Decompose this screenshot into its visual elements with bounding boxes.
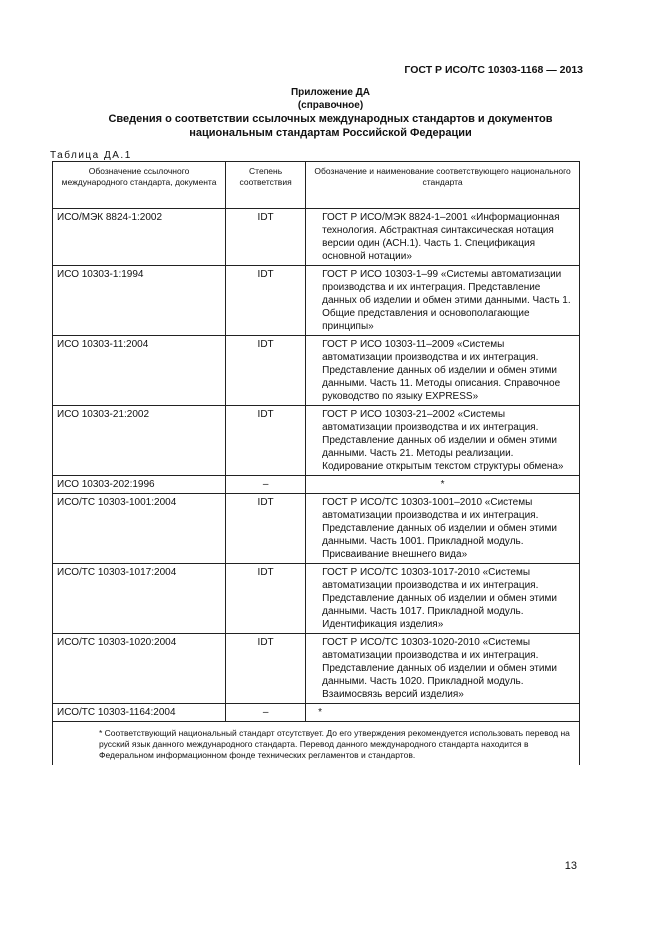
cell-national [306,336,580,406]
national-text: ГОСТ Р ИСО/МЭК 8824-1–2001 «Информационная технология. Абстрактная синтаксическая нотация версии один (АСН.1). Часть 1. Спецификация основной нотации» [322,212,560,262]
annex-title: Приложение ДА [290,87,371,98]
table-row [53,406,580,476]
cell-degree: IDT [226,564,306,634]
table-row [53,476,580,494]
cell-reference: ИСО/ТС 10303-1001:2004 [53,494,226,564]
national-text: ГОСТ Р ИСО 10303-21–2002 «Системы автоматизации производства и их интеграция. Представление данных об изделии и обмен этими данными. Часть 21. Методы реализации. Кодирование открытым текстом структуры обмена» [322,409,564,472]
cell-degree: IDT [226,266,306,336]
national-text: ГОСТ Р ИСО/ТС 10303-1020-2010 «Системы автоматизации производства и их интеграция. Представление данных об изделии и обмен этими данными. Часть 1020. Прикладной модуль. Взаимосвязь версий изделия» [322,637,557,700]
cell-degree: IDT [226,494,306,564]
cell-national [306,266,580,336]
table-row [53,634,580,704]
table-row [53,564,580,634]
table-row [53,266,580,336]
col-header-national: Обозначение и наименование соответствующего национального стандарта [306,162,580,209]
cell-national [306,564,580,634]
table-footnote [53,722,580,766]
cell-national [306,494,580,564]
national-text: ГОСТ Р ИСО 10303-1–99 «Системы автоматизации производства и их интеграция. Представление данных об изделии и обмен этими данными. Часть 1. Общие представления и основополагающие принципы» [322,269,571,332]
table-header-row [53,162,580,209]
cell-reference: ИСО 10303-202:1996 [53,476,226,494]
annex-heading [0,86,661,140]
correspondence-table [52,161,580,765]
cell-reference: ИСО 10303-11:2004 [53,336,226,406]
cell-degree: IDT [226,406,306,476]
annex-heading-line2: национальным стандартам Российской Федерации [189,127,472,139]
cell-national: * [306,476,580,494]
cell-national: * [306,704,580,722]
national-text: ГОСТ Р ИСО/ТС 10303-1017-2010 «Системы автоматизации производства и их интеграция. Представление данных об изделии и обмен этими данными. Часть 1017. Прикладной модуль. Идентификация изделия» [322,567,557,630]
table-footnote-row [53,722,580,766]
col-header-reference: Обозначение ссылочного международного стандарта, документа [53,162,226,209]
annex-heading-line1: Сведения о соответствии ссылочных международных стандартов и документов [108,113,553,125]
cell-national [306,406,580,476]
cell-reference: ИСО/ТС 10303-1017:2004 [53,564,226,634]
cell-reference: ИСО/ТС 10303-1164:2004 [53,704,226,722]
page-number: 13 [564,860,577,872]
cell-degree: IDT [226,209,306,266]
footnote-text: * Соответствующий национальный стандарт отсутствует. До его утверждения рекомендуется использовать перевод на русский язык данного международного стандарта. Перевод данного международного стандарта находится в Федеральном информационном фонде технических регламентов и стандартов. [99,728,570,760]
cell-reference: ИСО 10303-1:1994 [53,266,226,336]
cell-degree: IDT [226,336,306,406]
national-text: ГОСТ Р ИСО 10303-11–2009 «Системы автоматизации производства и их интеграция. Представление данных об изделии и обмен этими данными. Часть 11. Методы описания. Справочное руководство по языку EXPRESS» [322,339,561,402]
cell-reference: ИСО 10303-21:2002 [53,406,226,476]
table-row [53,704,580,722]
table-row [53,209,580,266]
cell-degree: IDT [226,634,306,704]
cell-degree: – [226,704,306,722]
annex-subtitle: (справочное) [297,100,364,111]
cell-national [306,209,580,266]
standard-code-header: ГОСТ Р ИСО/ТС 10303-1168 — 2013 [404,64,583,76]
national-text: ГОСТ Р ИСО/ТС 10303-1001–2010 «Системы автоматизации производства и их интеграция. Представление данных об изделии и обмен этими данными. Часть 1001. Прикладной модуль. Присваивание внешнего вида» [322,497,557,560]
cell-degree: – [226,476,306,494]
col-header-degree: Степень соответствия [226,162,306,209]
cell-reference: ИСО/МЭК 8824-1:2002 [53,209,226,266]
table-row [53,494,580,564]
cell-reference: ИСО/ТС 10303-1020:2004 [53,634,226,704]
cell-national [306,634,580,704]
table-row [53,336,580,406]
table-label: Таблица ДА.1 [50,150,132,161]
